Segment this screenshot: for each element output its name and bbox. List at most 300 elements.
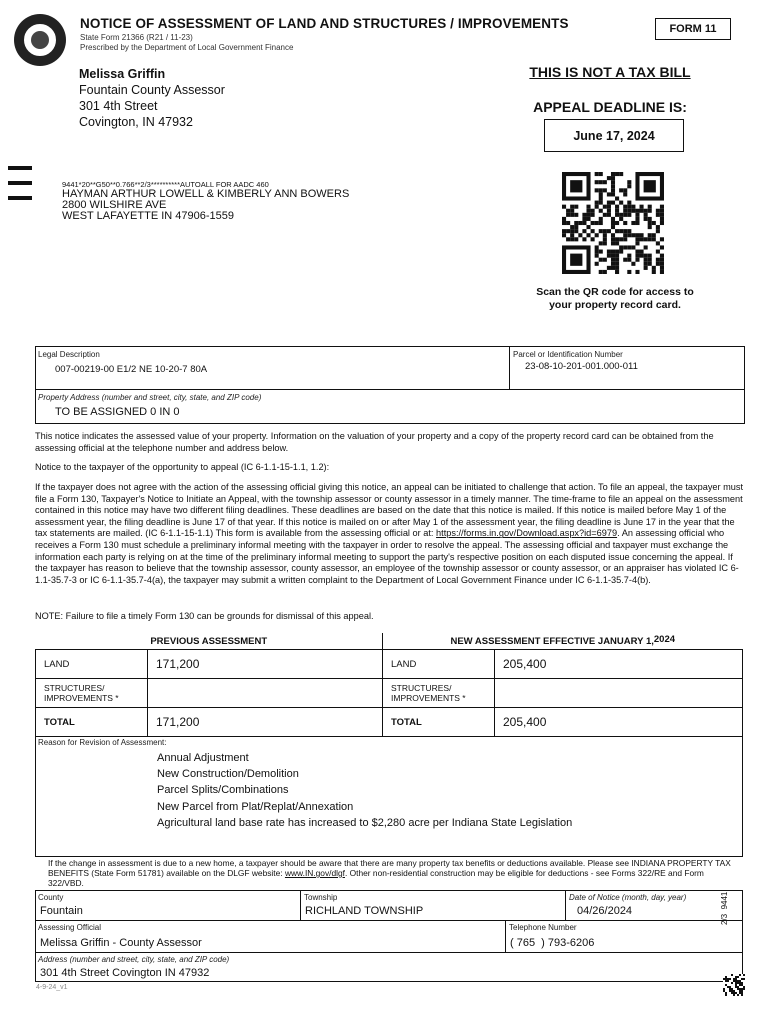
dlgf-website-link[interactable]: www.IN.gov/dlgf: [284, 868, 345, 878]
qr-module: [615, 213, 619, 217]
qr-module: [660, 270, 664, 274]
qr-module: [741, 978, 743, 980]
qr-module: [737, 982, 739, 984]
qr-module: [656, 250, 660, 254]
qr-module: [566, 237, 570, 241]
appeal-text-part-2: . An assessing official who receives a Form 130 must schedule a preliminary informal meeting with the taxpayer in order to resolve the appeal. The assessing official and taxpayer must exchange the information each party is relying on at the time of the preliminary informal meeting to support the party's respective position on each disputed issue concerning the appeal. If the taxpayer has reason to believe that the township assessor, county assessor, an employee of the township assessor or county assessor, or an appraiser has violated IC 6-1.1-35.7-3 or IC 6-1.1-35.7-4(a), the taxpayer may submit a written complaint to the Department of Local Government Finance under IC 6-1.1-35.7-4(b).: [35, 528, 739, 585]
corner-2d-barcode: [723, 974, 745, 996]
qr-module: [737, 988, 739, 990]
qr-module: [566, 209, 570, 213]
qr-module: [603, 213, 607, 217]
qr-module: [660, 221, 664, 225]
qr-module: [741, 982, 743, 984]
qr-module: [623, 233, 627, 237]
qr-module: [570, 205, 574, 209]
qr-module: [599, 270, 603, 274]
qr-module: [611, 225, 615, 229]
qr-module: [562, 229, 566, 233]
qr-module: [631, 209, 635, 213]
state-seal-logo: [14, 14, 66, 66]
qr-module: [611, 172, 615, 176]
qr-module: [570, 209, 574, 213]
appeal-notice-heading: Notice to the taxpayer of the opportunity to appeal (IC 6-1.1-15-1.1, 1.2):: [35, 462, 330, 472]
owner-city: WEST LAFAYETTE IN 47906-1559: [62, 210, 235, 222]
qr-module: [733, 992, 735, 994]
assessor-address: [79, 66, 225, 130]
structures-row: [36, 679, 743, 708]
qr-module: [725, 984, 727, 986]
qr-module: [741, 990, 743, 992]
qr-module: [611, 241, 615, 245]
qr-module: [615, 254, 619, 258]
qr-module: [591, 237, 595, 241]
dismissal-note: NOTE: Failure to file a timely Form 130 can be grounds for dismissal of this appeal.: [35, 611, 374, 621]
qr-module: [648, 205, 652, 209]
qr-module: [656, 225, 660, 229]
qr-module: [574, 225, 578, 229]
qr-module: [644, 217, 648, 221]
qr-module: [735, 976, 737, 978]
qr-module: [611, 237, 615, 241]
prescribed-by: Prescribed by the Department of Local Government Finance: [80, 43, 294, 52]
qr-module: [635, 213, 639, 217]
qr-module: [611, 176, 615, 180]
qr-module: [627, 213, 631, 217]
qr-module: [607, 229, 611, 233]
qr-module: [648, 221, 652, 225]
mail-mark: [8, 166, 32, 170]
qr-caption: [520, 286, 710, 312]
qr-module: [725, 978, 727, 980]
qr-module: [635, 217, 639, 221]
qr-module: [731, 982, 733, 984]
form-130-download-link[interactable]: https://forms.in.gov/Download.aspx?id=6979: [436, 528, 618, 539]
qr-module: [603, 241, 607, 245]
qr-module: [574, 221, 578, 225]
qr-module: [735, 980, 737, 982]
qr-module: [595, 205, 599, 209]
new-land-label: LAND: [383, 650, 495, 679]
county-value: Fountain: [40, 905, 83, 917]
qr-module: [723, 988, 725, 990]
qr-module: [570, 237, 574, 241]
qr-module: [743, 978, 745, 980]
footer-col-divider: [565, 890, 566, 920]
qr-module: [615, 262, 619, 266]
reasons-label: Reason for Revision of Assessment:: [38, 738, 167, 747]
qr-module: [603, 205, 607, 209]
qr-module: [635, 233, 639, 237]
qr-module: [566, 221, 570, 225]
reasons-list: [157, 750, 572, 831]
qr-module: [599, 250, 603, 254]
qr-module: [599, 209, 603, 213]
qr-module: [586, 213, 590, 217]
qr-module: [739, 974, 741, 976]
qr-module: [599, 217, 603, 221]
qr-module: [635, 250, 639, 254]
qr-module: [611, 184, 615, 188]
qr-module: [631, 262, 635, 266]
qr-module: [737, 976, 739, 978]
prev-structures-label: [36, 679, 148, 708]
qr-module: [619, 237, 623, 241]
qr-module: [729, 990, 731, 992]
qr-module: [731, 992, 733, 994]
qr-module: [729, 986, 731, 988]
qr-module: [640, 250, 644, 254]
qr-module: [611, 201, 615, 205]
parcel-number-value: 23-08-10-201-001.000-011: [525, 361, 638, 372]
qr-module: [623, 192, 627, 196]
qr-module: [619, 229, 623, 233]
qr-module: [648, 233, 652, 237]
qr-module: [595, 201, 599, 205]
qr-module: [599, 229, 603, 233]
qr-module: [603, 229, 607, 233]
qr-module: [615, 221, 619, 225]
qr-module: [739, 984, 741, 986]
qr-module: [578, 233, 582, 237]
qr-module: [652, 221, 656, 225]
qr-module: [725, 992, 727, 994]
appeal-paragraph: [35, 482, 745, 586]
qr-module: [595, 233, 599, 237]
qr-module: [611, 258, 615, 262]
qr-module: [635, 237, 639, 241]
qr-module: [739, 990, 741, 992]
new-assessment-header-label: NEW ASSESSMENT EFFECTIVE JANUARY 1,: [450, 635, 654, 647]
qr-module: [582, 237, 586, 241]
qr-module: [635, 241, 639, 245]
qr-module: [727, 980, 729, 982]
qr-module: [735, 986, 737, 988]
reason-item: New Parcel from Plat/Replat/Annexation: [157, 800, 354, 813]
qr-module: [603, 180, 607, 184]
qr-module: [723, 990, 725, 992]
prev-structures-label-1: STRUCTURES/: [44, 683, 105, 693]
owner-names: HAYMAN ARTHUR LOWELL & KIMBERLY ANN BOWERS: [62, 188, 350, 200]
qr-module: [595, 180, 599, 184]
qr-module: [627, 205, 631, 209]
assessment-table: [35, 633, 743, 737]
qr-module: [635, 258, 639, 262]
qr-module: [574, 237, 578, 241]
qr-module: [619, 213, 623, 217]
form-number-box: FORM 11: [655, 18, 731, 40]
qr-module: [644, 258, 648, 262]
qr-module: [623, 237, 627, 241]
assessing-official-label: Assessing Official: [38, 923, 101, 932]
qr-module: [595, 221, 599, 225]
qr-module: [727, 978, 729, 980]
qr-module: [611, 250, 615, 254]
telephone-value: ( 765 ) 793-6206: [510, 937, 595, 949]
qr-module: [607, 176, 611, 180]
qr-module: [627, 209, 631, 213]
qr-module: [611, 233, 615, 237]
county-label: County: [38, 893, 64, 902]
new-structures-label-2: IMPROVEMENTS *: [391, 693, 466, 703]
qr-module: [631, 233, 635, 237]
new-assessment-header: [383, 633, 743, 650]
qr-module: [660, 209, 664, 213]
footnote-text-part-2: . Other non-residential construction may be eligible for deductions - see Forms 322/RE and Form 322/VBD.: [48, 868, 704, 888]
qr-module: [611, 262, 615, 266]
prev-structures-label-2: IMPROVEMENTS *: [44, 693, 119, 703]
parcel-number-label: Parcel or Identification Number: [513, 350, 623, 359]
assessor-address-value: 301 4th Street Covington IN 47932: [40, 967, 210, 979]
qr-module: [570, 229, 574, 233]
qr-module: [635, 254, 639, 258]
qr-module: [741, 992, 743, 994]
qr-module: [570, 225, 574, 229]
qr-module: [656, 241, 660, 245]
assessment-header-row: [36, 633, 743, 650]
qr-module: [562, 221, 566, 225]
qr-module: [735, 984, 737, 986]
qr-module: [644, 237, 648, 241]
qr-module: [743, 974, 745, 976]
qr-module: [586, 209, 590, 213]
qr-module: [591, 221, 595, 225]
qr-module: [660, 237, 664, 241]
total-row: [36, 708, 743, 737]
qr-module: [574, 205, 578, 209]
qr-module: [570, 213, 574, 217]
qr-module: [652, 237, 656, 241]
township-value: RICHLAND TOWNSHIP: [305, 905, 424, 917]
qr-module: [591, 209, 595, 213]
qr-module: [619, 201, 623, 205]
qr-module: [615, 196, 619, 200]
qr-module: [562, 217, 566, 221]
qr-module: [731, 990, 733, 992]
qr-module: [586, 225, 590, 229]
appeal-deadline-label: APPEAL DEADLINE IS:: [533, 99, 687, 115]
qr-module: [640, 209, 644, 213]
qr-module: [635, 270, 639, 274]
qr-module: [586, 217, 590, 221]
qr-module: [660, 266, 664, 270]
qr-module: [615, 250, 619, 254]
qr-module: [644, 266, 648, 270]
form-version: 4-9-24_v1: [36, 984, 68, 991]
qr-module: [644, 213, 648, 217]
qr-module: [743, 988, 745, 990]
qr-module: [648, 262, 652, 266]
qr-module: [586, 233, 590, 237]
qr-module: [582, 217, 586, 221]
footnote-text-part-1: If the change in assessment is due to a new home, a taxpayer should be aware that there are many property tax benefits or deductions available. Please see INDIANA PROPERTY TAX BENEFITS (State Form 51781) available on the DLGF website:: [48, 858, 731, 878]
qr-module: [652, 233, 656, 237]
qr-module: [648, 209, 652, 213]
qr-module: [727, 986, 729, 988]
qr-module: [566, 213, 570, 217]
qr-module: [599, 180, 603, 184]
qr-module: [603, 237, 607, 241]
qr-module: [648, 217, 652, 221]
qr-caption-line-1: Scan the QR code for access to: [536, 286, 694, 298]
qr-module: [648, 225, 652, 229]
assessor-street: 301 4th Street: [79, 99, 158, 113]
qr-module: [627, 233, 631, 237]
qr-module: [595, 262, 599, 266]
property-box-divider: [509, 346, 510, 389]
qr-module: [607, 192, 611, 196]
qr-module: [586, 205, 590, 209]
qr-module: [611, 217, 615, 221]
qr-module: [648, 254, 652, 258]
qr-module: [656, 258, 660, 262]
qr-module: [582, 213, 586, 217]
qr-module: [599, 172, 603, 176]
qr-module: [627, 184, 631, 188]
footer-col-divider: [300, 890, 301, 920]
qr-module: [603, 233, 607, 237]
qr-module: [739, 988, 741, 990]
qr-module: [729, 978, 731, 980]
qr-module: [635, 209, 639, 213]
qr-module: [725, 994, 727, 996]
new-structures-label: [383, 679, 495, 708]
qr-module: [660, 205, 664, 209]
qr-code: [562, 172, 664, 274]
qr-module: [733, 994, 735, 996]
qr-module: [644, 254, 648, 258]
footer-col-divider: [505, 920, 506, 952]
qr-module: [607, 201, 611, 205]
qr-module: [725, 976, 727, 978]
mail-mark: [8, 181, 32, 185]
qr-module: [656, 209, 660, 213]
qr-module: [733, 980, 735, 982]
reason-item: Annual Adjustment: [157, 752, 249, 764]
qr-module: [733, 990, 735, 992]
qr-module: [611, 221, 615, 225]
qr-module: [644, 262, 648, 266]
qr-module: [615, 258, 619, 262]
mail-sequence-code: 2/3 9441: [720, 891, 729, 925]
qr-module: [566, 229, 570, 233]
qr-module: [656, 229, 660, 233]
township-label: Township: [304, 893, 338, 902]
land-row: [36, 650, 743, 679]
qr-module: [595, 245, 599, 249]
qr-module: [623, 258, 627, 262]
assessing-official-value: Melissa Griffin - County Assessor: [40, 937, 202, 949]
reason-item: Agricultural land base rate has increased to $2,280 acre per Indiana State Legislation: [157, 816, 573, 829]
assessor-title: Fountain County Assessor: [79, 83, 225, 97]
qr-module: [611, 266, 615, 270]
qr-module: [623, 205, 627, 209]
state-form-number: State Form 21366 (R21 / 11-23): [80, 33, 193, 42]
qr-module: [562, 233, 566, 237]
appeal-deadline-date: June 17, 2024: [544, 119, 684, 152]
prev-total-label: TOTAL: [36, 708, 148, 737]
qr-module: [619, 217, 623, 221]
not-tax-bill-heading: THIS IS NOT A TAX BILL: [529, 64, 691, 80]
new-structures-label-1: STRUCTURES/: [391, 683, 452, 693]
qr-module: [599, 258, 603, 262]
property-address-label: Property Address (number and street, city, state, and ZIP code): [38, 393, 262, 402]
qr-module: [623, 213, 627, 217]
qr-module: [731, 988, 733, 990]
qr-module: [595, 172, 599, 176]
qr-module: [615, 229, 619, 233]
qr-module: [741, 988, 743, 990]
qr-module: [660, 213, 664, 217]
footer-row-divider: [35, 920, 743, 921]
qr-module: [619, 250, 623, 254]
qr-module: [619, 172, 623, 176]
qr-module: [725, 980, 727, 982]
qr-module: [644, 209, 648, 213]
owner-street: 2800 WILSHIRE AVE: [62, 199, 167, 211]
qr-module: [735, 982, 737, 984]
qr-module: [733, 978, 735, 980]
qr-module: [615, 172, 619, 176]
qr-module: [611, 192, 615, 196]
qr-module: [737, 994, 739, 996]
qr-module: [743, 986, 745, 988]
qr-module: [595, 254, 599, 258]
notice-date-label: Date of Notice (month, day, year): [569, 893, 687, 902]
qr-module: [648, 258, 652, 262]
assessor-name: Melissa Griffin: [79, 67, 166, 81]
qr-module: [607, 266, 611, 270]
qr-module: [652, 266, 656, 270]
previous-assessment-header: PREVIOUS ASSESSMENT: [36, 633, 383, 650]
qr-module: [623, 221, 627, 225]
assessor-city: Covington, IN 47932: [79, 115, 193, 129]
qr-module: [582, 229, 586, 233]
qr-module: [615, 237, 619, 241]
qr-module: [648, 237, 652, 241]
qr-module: [591, 229, 595, 233]
prev-land-label: LAND: [36, 650, 148, 679]
qr-module: [627, 245, 631, 249]
qr-module: [595, 188, 599, 192]
qr-module: [729, 988, 731, 990]
qr-module: [627, 270, 631, 274]
qr-module: [631, 245, 635, 249]
qr-module: [599, 188, 603, 192]
qr-module: [640, 205, 644, 209]
qr-module: [562, 205, 566, 209]
qr-module: [731, 974, 733, 976]
qr-module: [631, 205, 635, 209]
qr-module: [627, 180, 631, 184]
new-land-value: 205,400: [495, 650, 743, 679]
reason-item: New Construction/Demolition: [157, 768, 299, 781]
qr-module: [741, 984, 743, 986]
qr-module: [570, 233, 574, 237]
qr-module: [574, 229, 578, 233]
qr-module: [623, 188, 627, 192]
qr-module: [607, 205, 611, 209]
qr-module: [644, 245, 648, 249]
qr-module: [735, 978, 737, 980]
notice-date-value: 04/26/2024: [577, 905, 633, 917]
qr-module: [603, 188, 607, 192]
qr-module: [615, 205, 619, 209]
qr-module: [578, 221, 582, 225]
qr-module: [739, 992, 741, 994]
qr-module: [623, 209, 627, 213]
qr-module: [599, 241, 603, 245]
qr-module: [599, 221, 603, 225]
